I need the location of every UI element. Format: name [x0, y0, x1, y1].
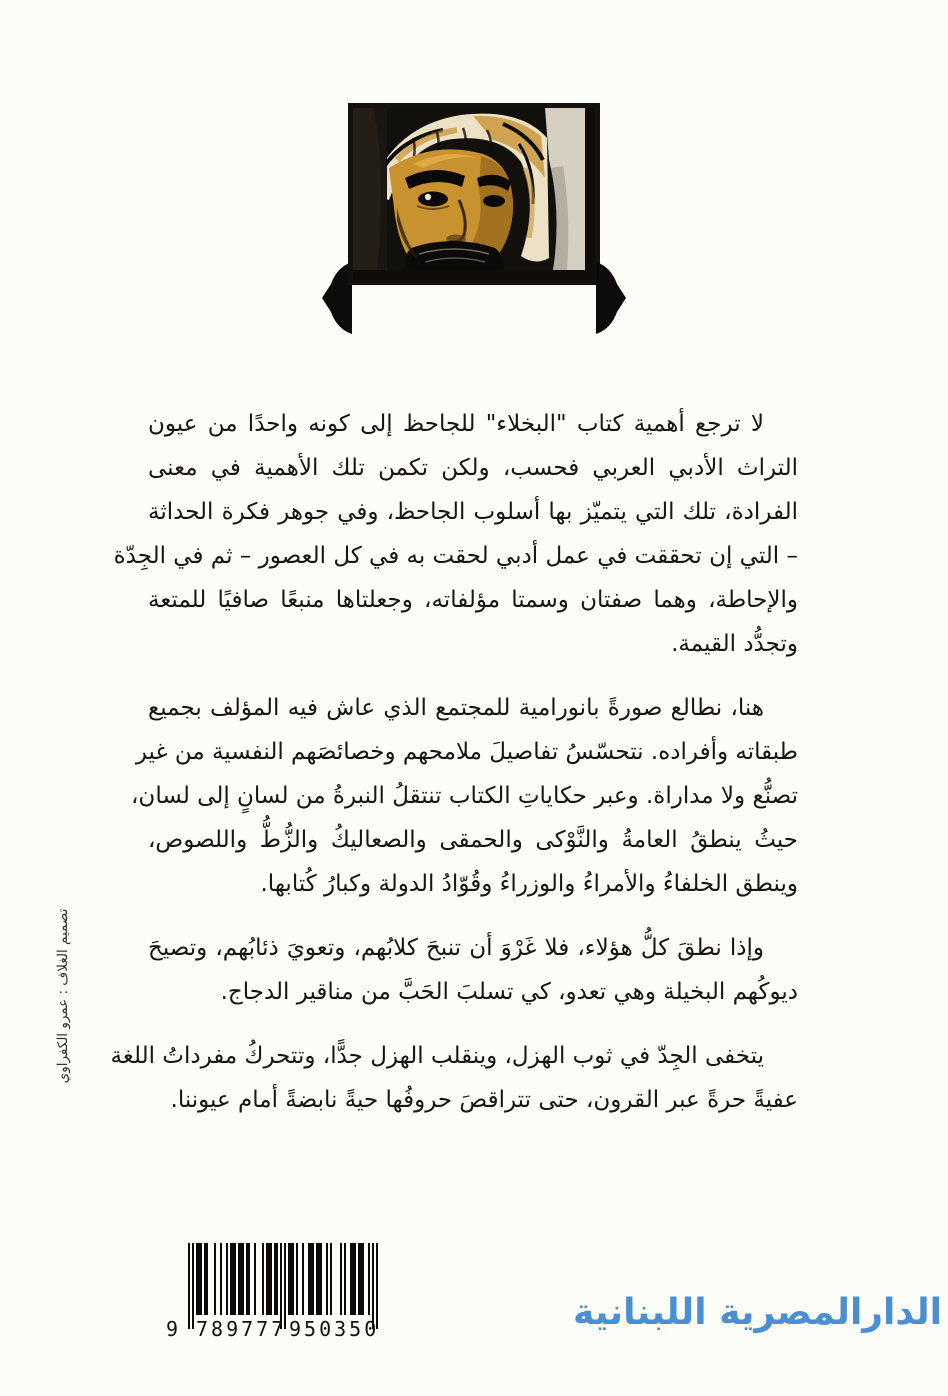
isbn-group1: 789777	[196, 1317, 287, 1341]
text-line: هنا، نطالع صورةً بانورامية للمجتمع الذي عاش فيه المؤلف بجميع	[148, 695, 764, 721]
finial-ornament-icon	[596, 258, 626, 338]
text-line: لا ترجع أهمية كتاب "البخلاء" للجاحظ إلى كونه واحدًا من عيون	[148, 411, 764, 437]
paragraph	[113, 402, 798, 666]
isbn-group2: 950350	[289, 1317, 380, 1341]
paragraph	[131, 686, 798, 906]
isbn-lead-digit: 9	[166, 1317, 182, 1341]
portrait-frame	[348, 103, 600, 285]
designer-credit: تصميم الغلاف : عمرو الكفراوي	[55, 908, 71, 1084]
isbn-barcode	[168, 1243, 398, 1348]
paragraph	[148, 926, 798, 1014]
paragraph	[110, 1034, 798, 1122]
text-line: عفيةً حرةً عبر القرون، حتى تتراقصَ حروفُها حيةً نابضةً أمام عيوننا.	[170, 1087, 798, 1113]
text-line: يتخفى الجِدّ في ثوب الهزل، وينقلب الهزل جدًّا، وتتحركُ مفرداتُ اللغة	[110, 1043, 764, 1069]
back-cover-blurb	[110, 402, 798, 1142]
text-line: التراث الأدبي العربي فحسب، ولكن تكمن تلك الأهمية في معنى	[148, 455, 798, 481]
text-line: وإذا نطقَ كلُّ هؤلاء، فلا غَرْوَ أن تنبحَ كلابُهم، وتعويَ ذئابُهم، وتصيحَ	[148, 935, 764, 961]
text-line: وتجدُّد القيمة.	[671, 631, 798, 657]
text-line: والإحاطة، وهما صفتان وسمتا مؤلفاته، وجعلتاها منبعًا صافيًا للمتعة	[148, 587, 798, 613]
text-line: ديوكُهم البخيلة وهي تعدو، كي تسلبَ الحَبَّ من مناقير الدجاج.	[220, 979, 798, 1005]
text-line: وينطق الخلفاءُ والأمراءُ والوزراءُ وقُوّادُ الدولة وكبارُ كُتابها.	[260, 871, 798, 897]
text-line: حيثُ ينطقُ العامةُ والنَّوْكى والحمقى والصعاليكُ والزُّطُّ واللصوص،	[148, 827, 798, 853]
cover-portrait-block	[322, 103, 626, 285]
author-portrait-image	[353, 108, 585, 270]
text-line: – التي إن تحققت في عمل أدبي لحقت به في كل العصور – ثم في الجِدّة	[113, 543, 798, 569]
text-line: الفرادة، تلك التي يتميّز بها أسلوب الجاحظ، وفي جوهر فكرة الحداثة	[148, 499, 798, 525]
text-line: طبقاته وأفراده. نتحسّسُ تفاصيلَ ملامحهم وخصائصَهم النفسية من غير	[135, 739, 798, 765]
text-line: تصنُّع ولا مداراة. وعبر حكاياتِ الكتاب تنتقلُ النبرةُ من لسانٍ إلى لسان،	[131, 783, 798, 809]
publisher-logo: الدارالمصرية اللبنانية	[573, 1292, 942, 1333]
